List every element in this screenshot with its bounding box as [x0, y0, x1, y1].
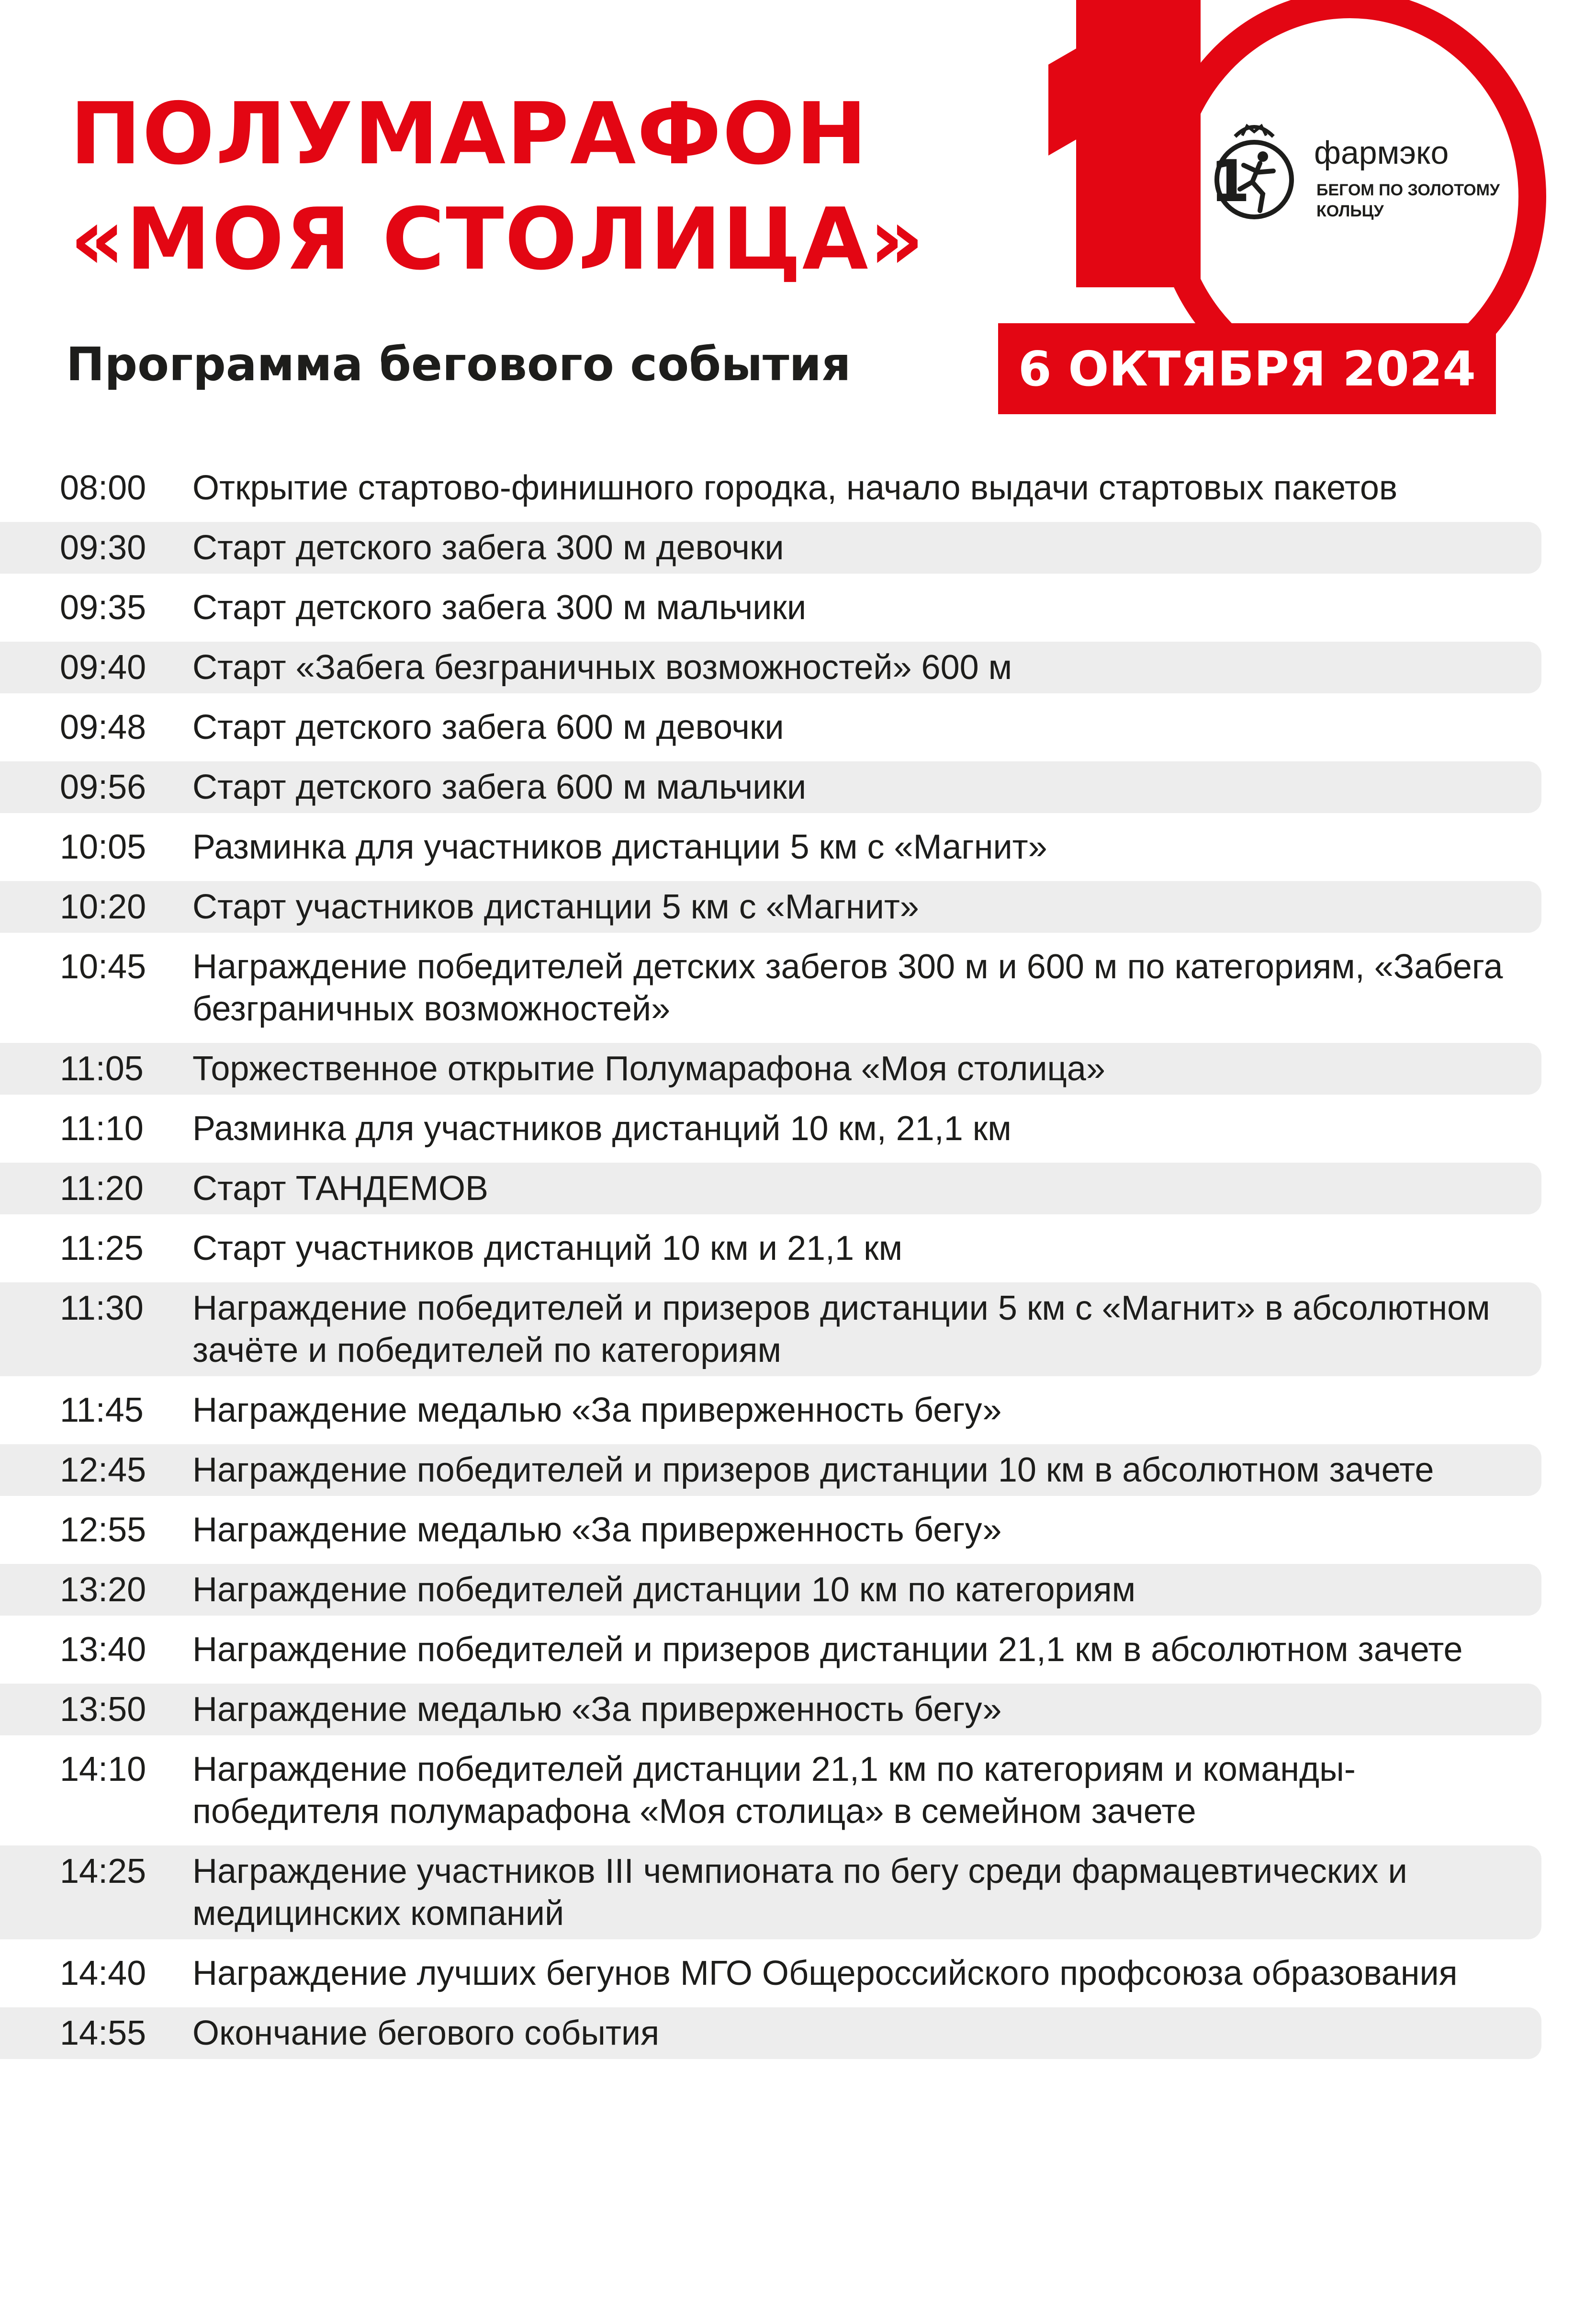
runner-emblem-icon	[1206, 117, 1302, 227]
schedule-row	[0, 941, 1541, 1035]
schedule-description: Открытие стартово-финишного городка, начало выдачи стартовых пакетов	[192, 469, 1398, 507]
schedule-time: 09:56	[60, 768, 146, 806]
schedule-row	[0, 1384, 1541, 1436]
schedule-row	[0, 1684, 1541, 1735]
schedule-description: Разминка для участников дистанции 5 км с «Магнит»	[192, 828, 1047, 866]
schedule-description: Старт детского забега 600 м девочки	[192, 708, 784, 747]
title-line-2: «МОЯ СТОЛИЦА»	[70, 190, 925, 289]
svg-text:1: 1	[1210, 148, 1250, 215]
schedule-description: Награждение победителей дистанции 10 км по категориям	[192, 1571, 1136, 1609]
schedule-description: Разминка для участников дистанций 10 км, 21,1 км	[192, 1109, 1012, 1148]
page-title	[70, 81, 925, 292]
schedule-description: Старт участников дистанции 5 км с «Магнит»	[192, 888, 919, 926]
schedule-time: 09:48	[60, 708, 146, 747]
schedule-row	[0, 1624, 1541, 1675]
schedule-description: Торжественное открытие Полумарафона «Моя столица»	[192, 1050, 1105, 1088]
schedule-description: Награждение победителей и призеров дистанции 5 км с «Магнит» в абсолютном зачёте и победителей по категориям	[192, 1289, 1490, 1369]
schedule-row	[0, 1564, 1541, 1616]
logo-brand-name: фармэко	[1314, 135, 1449, 171]
schedule-time: 09:40	[60, 648, 146, 687]
schedule-time: 10:05	[60, 828, 146, 866]
schedule-time: 11:30	[60, 1289, 144, 1327]
schedule-time: 10:45	[60, 948, 146, 986]
schedule-time: 12:55	[60, 1511, 146, 1549]
schedule-time: 14:10	[60, 1750, 146, 1788]
schedule-row	[0, 1282, 1541, 1376]
schedule-time: 13:40	[60, 1630, 146, 1669]
schedule-description: Награждение медалью «За приверженность бегу»	[192, 1511, 1002, 1549]
schedule-description: Награждение победителей детских забегов 300 м и 600 м по категориям, «Забега безграничных возможностей»	[192, 948, 1503, 1028]
schedule-time: 14:55	[60, 2014, 146, 2052]
schedule-time: 11:20	[60, 1169, 144, 1208]
schedule-time: 10:20	[60, 888, 146, 926]
schedule-description: Награждение медалью «За приверженность бегу»	[192, 1690, 1002, 1729]
schedule-row	[0, 1163, 1541, 1214]
schedule-time: 11:45	[60, 1391, 144, 1429]
schedule-row	[0, 761, 1541, 813]
schedule-row	[0, 881, 1541, 933]
schedule-row	[0, 462, 1541, 514]
schedule-description: Старт детского забега 300 м мальчики	[192, 588, 807, 627]
schedule-row	[0, 1043, 1541, 1095]
schedule-time: 11:10	[60, 1109, 144, 1148]
event-date-badge	[998, 323, 1496, 414]
schedule-row	[0, 642, 1541, 693]
schedule-description: Награждение участников III чемпионата по бегу среди фармацевтических и медицинских компаний	[192, 1852, 1407, 1933]
schedule-row	[0, 1845, 1541, 1939]
schedule-time: 13:50	[60, 1690, 146, 1729]
schedule-description: Старт детского забега 600 м мальчики	[192, 768, 807, 806]
schedule-row	[0, 522, 1541, 574]
schedule-time: 09:35	[60, 588, 146, 627]
schedule-time: 13:20	[60, 1571, 146, 1609]
schedule-description: Награждение лучших бегунов МГО Общероссийского профсоюза образования	[192, 1954, 1458, 1992]
schedule-time: 14:40	[60, 1954, 146, 1992]
schedule-list	[0, 462, 1541, 2067]
schedule-row	[0, 702, 1541, 753]
schedule-description: Окончание бегового события	[192, 2014, 660, 2052]
schedule-row	[0, 582, 1541, 634]
schedule-description: Награждение победителей и призеров дистанции 21,1 км в абсолютном зачете	[192, 1630, 1463, 1669]
logo-tagline: БЕГОМ ПО ЗОЛОТОМУ КОЛЬЦУ	[1316, 181, 1500, 220]
pharmeco-logo	[1206, 117, 1522, 227]
schedule-description: Старт ТАНДЕМОВ	[192, 1169, 489, 1208]
schedule-description: Старт «Забега безграничных возможностей» 600 м	[192, 648, 1012, 687]
schedule-time: 11:05	[60, 1050, 144, 1088]
title-line-1: ПОЛУМАРАФОН	[70, 84, 868, 183]
schedule-description: Награждение победителей дистанции 21,1 км по категориям и команды-победителя полумарафона «Моя столица» в семейном зачете	[192, 1750, 1356, 1831]
schedule-description: Старт участников дистанций 10 км и 21,1 км	[192, 1229, 903, 1268]
schedule-time: 08:00	[60, 469, 146, 507]
schedule-row	[0, 821, 1541, 873]
schedule-row	[0, 2007, 1541, 2059]
schedule-time: 09:30	[60, 529, 146, 567]
schedule-description: Награждение победителей и призеров дистанции 10 км в абсолютном зачете	[192, 1451, 1434, 1489]
schedule-row	[0, 1743, 1541, 1837]
schedule-description: Старт детского забега 300 м девочки	[192, 529, 784, 567]
schedule-time: 14:25	[60, 1852, 146, 1890]
schedule-description: Награждение медалью «За приверженность бегу»	[192, 1391, 1002, 1429]
schedule-time: 12:45	[60, 1451, 146, 1489]
schedule-time: 11:25	[60, 1229, 144, 1268]
event-date: 6 ОКТЯБРЯ 2024	[1018, 340, 1476, 397]
schedule-row	[0, 1504, 1541, 1556]
schedule-row	[0, 1222, 1541, 1274]
schedule-row	[0, 1103, 1541, 1154]
schedule-row	[0, 1444, 1541, 1496]
schedule-row	[0, 1947, 1541, 1999]
page-subtitle: Программа бегового события	[66, 338, 851, 391]
